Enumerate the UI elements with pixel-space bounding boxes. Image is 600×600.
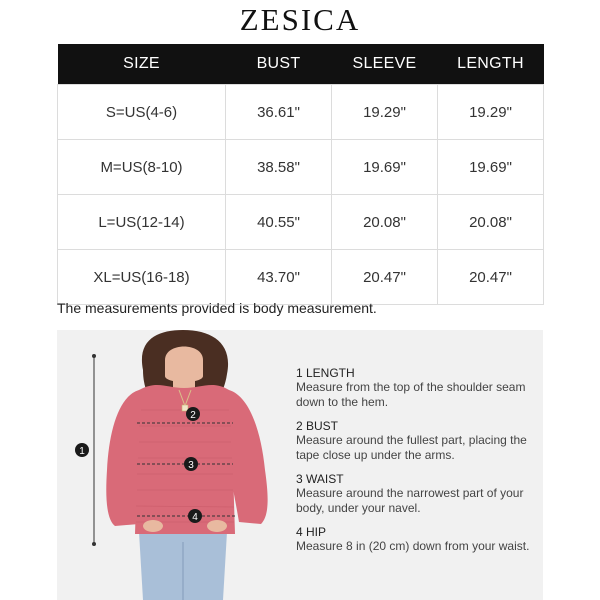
cell-sleeve: 20.08": [332, 195, 438, 250]
model-illustration: [57, 330, 287, 600]
cell-size: S=US(4-6): [58, 85, 226, 140]
measurement-steps: [296, 366, 536, 563]
header-length: LENGTH: [438, 44, 544, 85]
header-bust: BUST: [226, 44, 332, 85]
brand-logo: ZESICA: [239, 2, 361, 37]
cell-sleeve: 20.47": [332, 250, 438, 305]
step-bust-desc: Measure around the fullest part, placing the tape close up under the arms.: [296, 433, 527, 462]
size-chart-table: [57, 44, 544, 305]
step-waist: [296, 472, 536, 516]
step-hip-title: 4 HIP: [296, 525, 327, 539]
table-row: [58, 140, 544, 195]
cell-bust: 36.61": [226, 85, 332, 140]
step-hip: [296, 525, 536, 554]
cell-length: 19.29": [438, 85, 544, 140]
marker-2-label: 2: [190, 410, 196, 421]
header-sleeve: SLEEVE: [332, 44, 438, 85]
marker-3: [184, 457, 198, 471]
cell-length: 19.69": [438, 140, 544, 195]
table-row: [58, 195, 544, 250]
table-row: [58, 85, 544, 140]
measurement-note: The measurements provided is body measurement.: [57, 300, 377, 316]
cell-bust: 38.58": [226, 140, 332, 195]
table-header-row: [58, 44, 544, 85]
cell-length: 20.08": [438, 195, 544, 250]
step-waist-title: 3 WAIST: [296, 472, 344, 486]
cell-bust: 43.70": [226, 250, 332, 305]
table-row: [58, 250, 544, 305]
marker-1-label: 1: [79, 446, 85, 457]
cell-size: L=US(12-14): [58, 195, 226, 250]
step-hip-desc: Measure 8 in (20 cm) down from your waist.: [296, 539, 530, 553]
measurement-guide-panel: [57, 330, 543, 600]
cell-size: M=US(8-10): [58, 140, 226, 195]
cell-sleeve: 19.29": [332, 85, 438, 140]
step-waist-desc: Measure around the narrowest part of your body, under your navel.: [296, 486, 524, 515]
cell-bust: 40.55": [226, 195, 332, 250]
step-length-desc: Measure from the top of the shoulder seam down to the hem.: [296, 380, 526, 409]
cell-length: 20.47": [438, 250, 544, 305]
marker-4-label: 4: [192, 512, 198, 523]
marker-2: [186, 407, 200, 421]
cell-size: XL=US(16-18): [58, 250, 226, 305]
marker-1: [75, 443, 89, 457]
marker-4: [188, 509, 202, 523]
step-length: [296, 366, 536, 410]
step-bust-title: 2 BUST: [296, 419, 339, 433]
step-length-title: 1 LENGTH: [296, 366, 355, 380]
marker-3-label: 3: [188, 460, 194, 471]
step-bust: [296, 419, 536, 463]
header-size: SIZE: [58, 44, 226, 85]
cell-sleeve: 19.69": [332, 140, 438, 195]
